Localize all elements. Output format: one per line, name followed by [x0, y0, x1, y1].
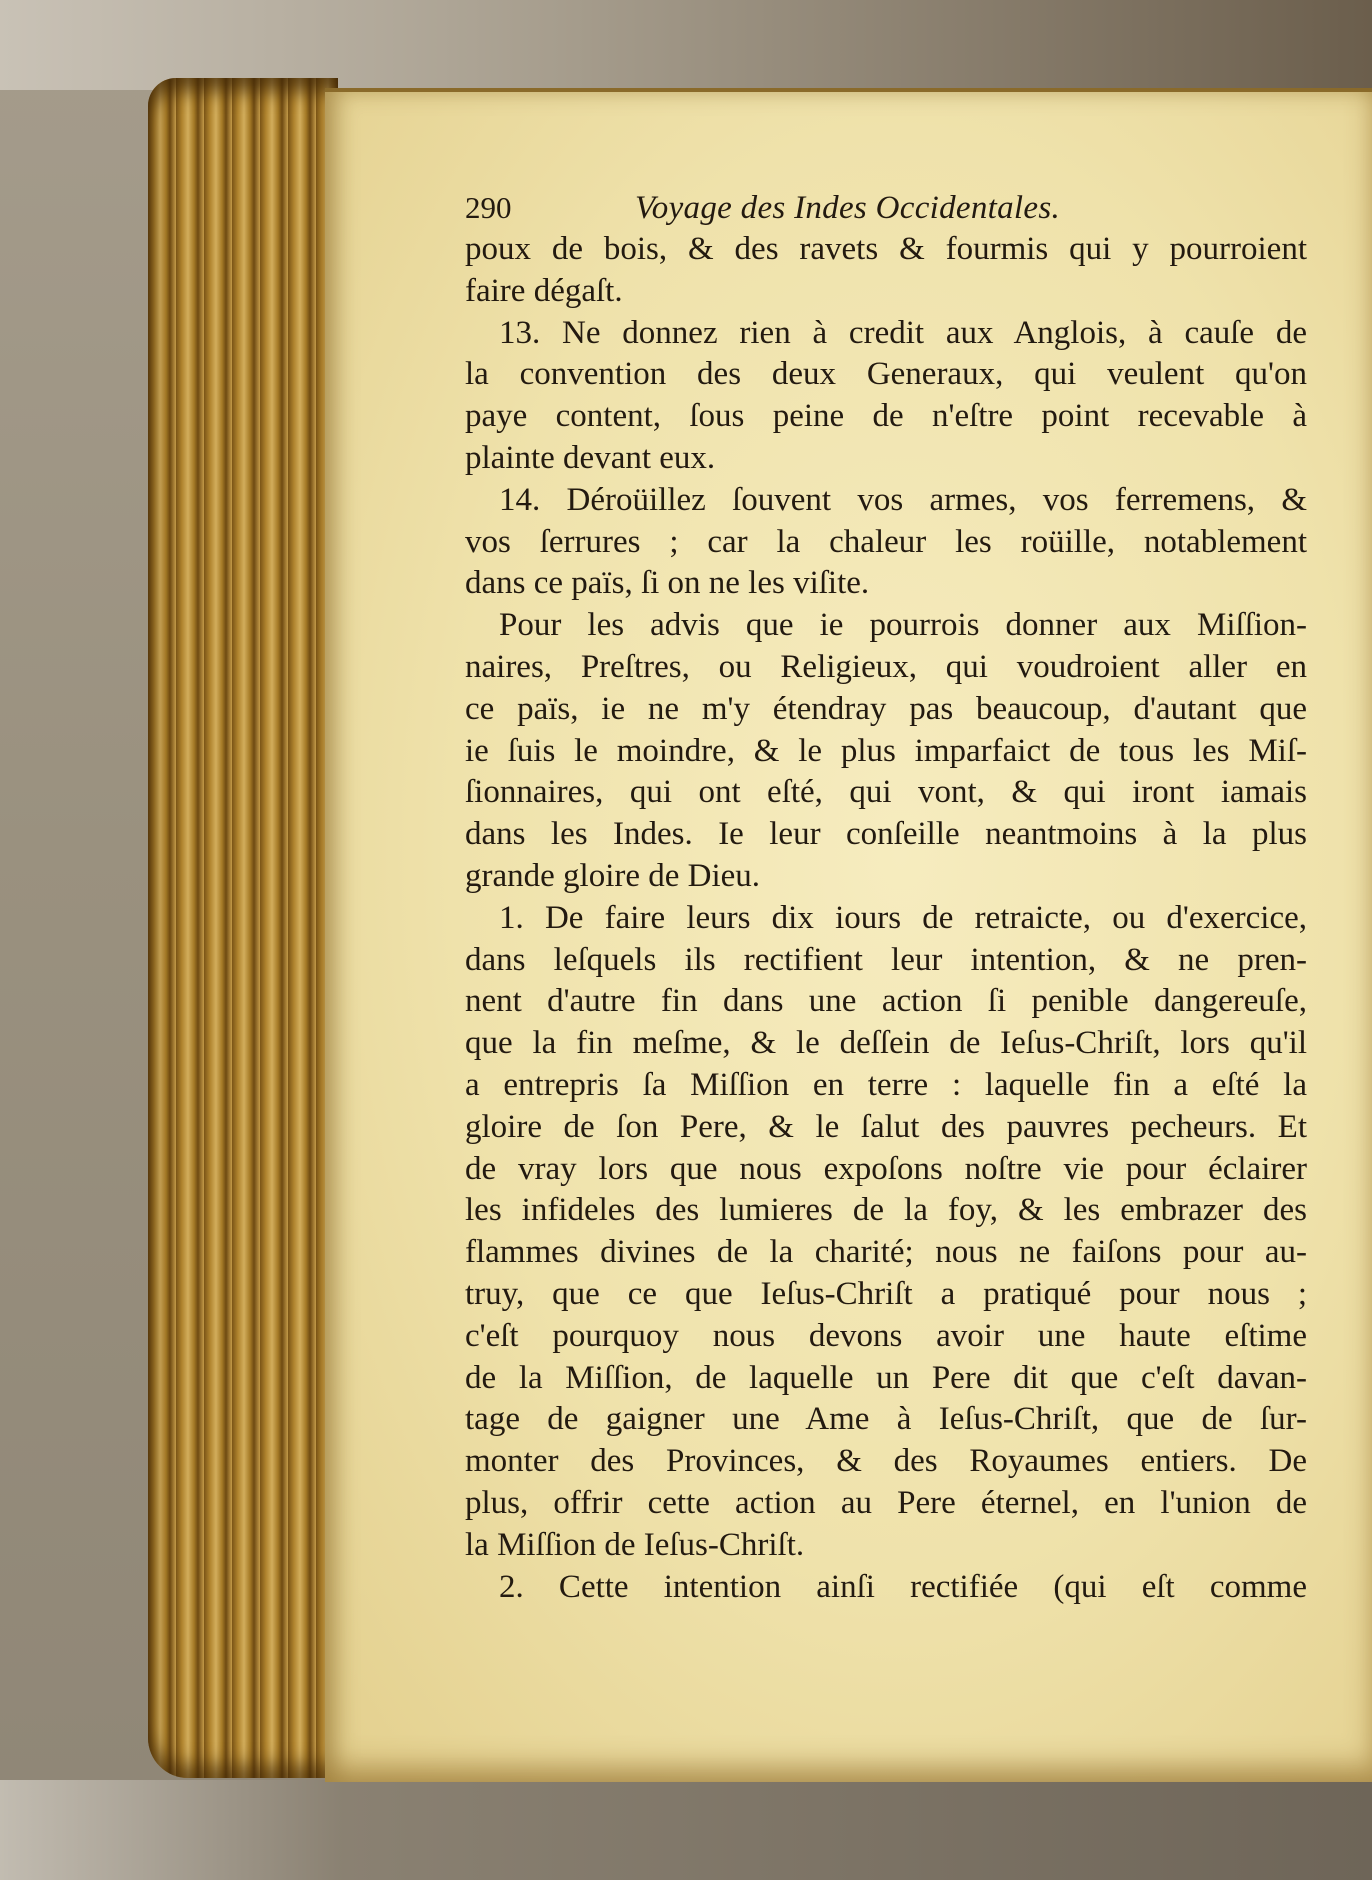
text-line: 2. Cette intention ainſi rectifiée (qui eſt comme [499, 1568, 1307, 1605]
text-line: flammes divines de la charité; nous ne faiſons pour au- [465, 1234, 1307, 1271]
text-block [465, 187, 1307, 1608]
text-line: de la Miſſion, de laquelle un Pere dit que c'eſt davan- [465, 1359, 1307, 1396]
text-line: plus, offrir cette action au Pere éternel, en l'union de [465, 1484, 1307, 1521]
text-line: 1. De faire leurs dix iours de retraicte, ou d'exercice, [499, 899, 1307, 936]
book-fore-edge [148, 78, 338, 1778]
text-line: les infideles des lumieres de la foy, & les embrazer des [465, 1192, 1307, 1229]
page-number: 290 [465, 190, 512, 225]
text-line: grande gloire de Dieu. [465, 857, 761, 894]
text-line: 14. Déroüillez ſouvent vos armes, vos ferremens, & [499, 481, 1307, 518]
text-line: que la fin meſme, & le deſſein de Ieſus-Chriſt, lors qu'il [465, 1025, 1307, 1062]
text-line: de vray lors que nous expoſons noſtre vie pour éclairer [465, 1150, 1307, 1187]
text-line: 13. Ne donnez rien à credit aux Anglois, à cauſe de [499, 314, 1307, 351]
text-line: ce païs, ie ne m'y étendray pas beaucoup, d'autant que [465, 690, 1307, 727]
text-line: ie ſuis le moindre, & le plus imparfaict de tous les Miſ- [465, 732, 1307, 769]
running-header [465, 187, 1307, 229]
text-line: monter des Provinces, & des Royaumes entiers. De [465, 1443, 1307, 1480]
text-line: naires, Preſtres, ou Religieux, qui voudroient aller en [465, 648, 1307, 685]
text-line: poux de bois, & des ravets & fourmis qui y pourroient [465, 231, 1307, 267]
text-line: tage de gaigner une Ame à Ieſus-Chriſt, que de ſur- [465, 1401, 1307, 1438]
text-line: la convention des deux Generaux, qui veulent qu'on [465, 356, 1307, 393]
text-line: paye content, ſous peine de n'eſtre point recevable à [465, 398, 1307, 435]
body-text [465, 229, 1307, 1608]
text-line: Pour les advis que ie pourrois donner aux Miſſion- [499, 607, 1307, 644]
text-line: gloire de ſon Pere, & le ſalut des pauvres pecheurs. Et [465, 1108, 1307, 1145]
text-line: plainte devant eux. [465, 439, 716, 476]
running-title: Voyage des Indes Occidentales. [635, 190, 1061, 226]
text-line: a entrepris ſa Miſſion en terre : laquelle fin a eſté la [465, 1066, 1307, 1103]
text-line: nent d'autre fin dans une action ſi penible dangereuſe, [465, 983, 1307, 1020]
text-line: dans ce païs, ſi on ne les viſite. [465, 565, 870, 602]
background-shadow [0, 0, 1372, 90]
text-line: dans leſquels ils rectifient leur intention, & ne pren- [465, 941, 1307, 978]
text-line: la Miſſion de Ieſus-Chriſt. [465, 1526, 805, 1563]
book-page [325, 88, 1372, 1782]
text-line: dans les Indes. Ie leur conſeille neantmoins à la plus [465, 816, 1307, 853]
text-line: truy, que ce que Ieſus-Chriſt a pratiqué pour nous ; [465, 1275, 1307, 1312]
text-line: ſionnaires, qui ont eſté, qui vont, & qui iront iamais [465, 774, 1307, 811]
background-surface [0, 1780, 1372, 1880]
text-line: vos ſerrures ; car la chaleur les roüille, notablement [465, 523, 1307, 560]
text-line: faire dégaſt. [465, 272, 623, 309]
text-line: c'eſt pourquoy nous devons avoir une haute eſtime [465, 1317, 1307, 1354]
